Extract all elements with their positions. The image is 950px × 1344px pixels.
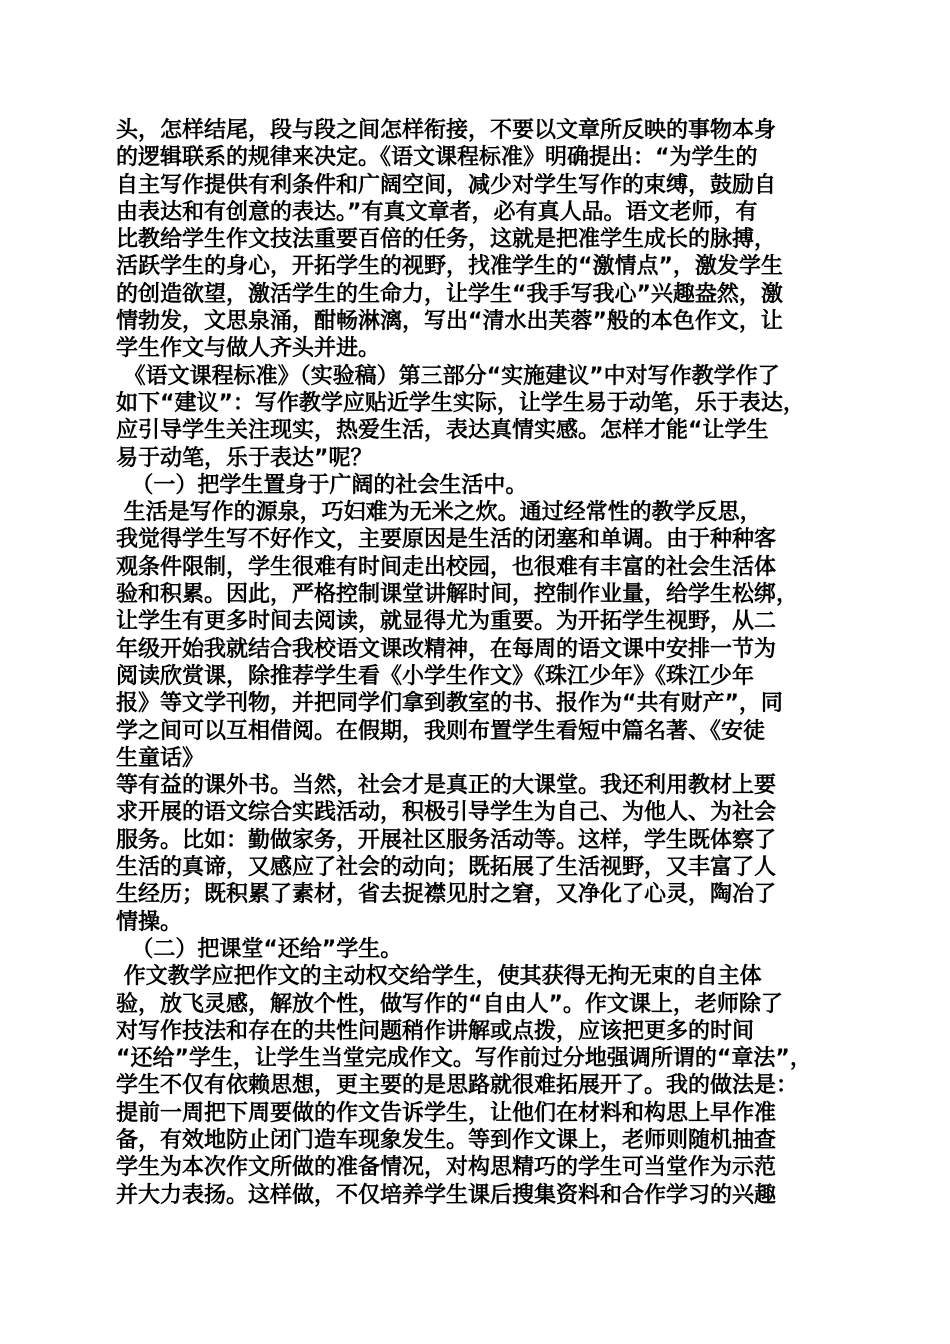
text-line: 生经历；既积累了素材，省去捉襟见肘之窘，又净化了心灵，陶冶了	[116, 882, 777, 908]
text-line: 学生不仅有依赖思想，更主要的是思路就很难拓展开了。我的做法是：	[116, 1073, 799, 1099]
text-line: 对写作技法和存在的共性问题稍作讲解或点拨，应该把更多的时间	[116, 1018, 755, 1044]
text-line: 并大力表扬。这样做，不仅培养学生课后搜集资料和合作学习的兴趣	[116, 1182, 777, 1208]
section-heading: （一）把学生置身于广阔的社会生活中。	[116, 472, 528, 498]
text-line: “还给”学生，让学生当堂完成作文。写作前过分地强调所谓的“章法”，	[116, 1046, 812, 1072]
text-line: 学生为本次作文所做的准备情况，对构思精巧的学生可当堂作为示范	[116, 1155, 777, 1181]
text-line: 年级开始我就结合我校语文课改精神，在每周的语文课中安排一节为	[116, 636, 777, 662]
text-line: 生活是写作的源泉，巧妇难为无米之炊。通过经常性的教学反思，	[116, 500, 762, 526]
text-line: 自主写作提供有利条件和广阔空间，减少对学生写作的束缚，鼓励自	[116, 172, 777, 198]
text-line: 情操。	[116, 909, 183, 935]
text-line: 报》等文学刊物，并把同学们拿到教室的书、报作为“共有财产”，同	[116, 691, 783, 717]
text-line: 的逻辑联系的规律来决定。《语文课程标准》明确提出：“为学生的	[116, 145, 758, 171]
text-line: 求开展的语文综合实践活动，积极引导学生为自己、为他人、为社会	[116, 800, 777, 826]
text-line: 头，怎样结尾，段与段之间怎样衔接，不要以文章所反映的事物本身	[116, 118, 777, 143]
text-line: 的创造欲望，激活学生的生命力，让学生“我手写我心”兴趣盎然，激	[116, 281, 783, 307]
text-line: 验，放飞灵感，解放个性，做写作的“自由人”。作文课上，老师除了	[116, 991, 783, 1017]
text-line: 服务。比如：勤做家务，开展社区服务活动等。这样，学生既体察了	[116, 827, 777, 853]
text-line: 学之间可以互相借阅。在假期，我则布置学生看短中篇名著、《安徒	[116, 718, 766, 744]
text-line: 活跃学生的身心，开拓学生的视野，找准学生的“激情点”，激发学生	[116, 254, 783, 280]
text-line: 由表达和有创意的表达。”有真文章者，必有真人品。语文老师，有	[116, 199, 758, 225]
text-line: 生活的真谛，又感应了社会的动向；既拓展了生活视野，又丰富了人	[116, 855, 777, 881]
text-line: 比教给学生作文技法重要百倍的任务，这就是把准学生成长的脉搏，	[116, 227, 777, 253]
text-line: 提前一周把下周要做的作文告诉学生，让他们在材料和构思上早作准	[116, 1100, 777, 1126]
section-heading: （二）把课堂“还给”学生。	[116, 936, 403, 962]
text-line: 阅读欣赏课，除推荐学生看《小学生作文》《珠江少年》《珠江少年	[116, 663, 755, 689]
text-line: 让学生有更多时间去阅读，就显得尤为重要。为开拓学生视野，从二	[116, 609, 777, 635]
text-line: 作文教学应把作文的主动权交给学生，使其获得无拘无束的自主体	[116, 964, 762, 990]
text-line: 生童话》	[116, 745, 205, 771]
text-line: 《语文课程标准》（实验稿）第三部分“实施建议”中对写作教学作了	[116, 363, 780, 389]
text-line: 情勃发，文思泉涌，酣畅淋漓，写出“清水出芙蓉”般的本色作文，让	[116, 309, 783, 335]
text-line: 观条件限制，学生很难有时间走出校园，也很难有丰富的社会生活体	[116, 554, 777, 580]
text-line: 应引导学生关注现实，热爱生活，表达真情实感。怎样才能“让学生	[116, 418, 769, 444]
text-line: 验和积累。因此，严格控制课堂讲解时间，控制作业量，给学生松绑，	[116, 582, 799, 608]
text-line: 学生作文与做人齐头并进。	[116, 336, 381, 362]
body-text	[116, 117, 840, 1209]
text-line: 等有益的课外书。当然，社会才是真正的大课堂。我还利用教材上要	[116, 773, 777, 799]
text-line: 备，有效地防止闭门造车现象发生。等到作文课上，老师则随机抽查	[116, 1127, 777, 1153]
text-line: 如下“建议”：写作教学应贴近学生实际，让学生易于动笔，乐于表达，	[116, 390, 805, 416]
text-line: 易于动笔，乐于表达”呢？	[116, 445, 373, 471]
text-line: 我觉得学生写不好作文，主要原因是生活的闭塞和单调。由于种种客	[116, 527, 777, 553]
